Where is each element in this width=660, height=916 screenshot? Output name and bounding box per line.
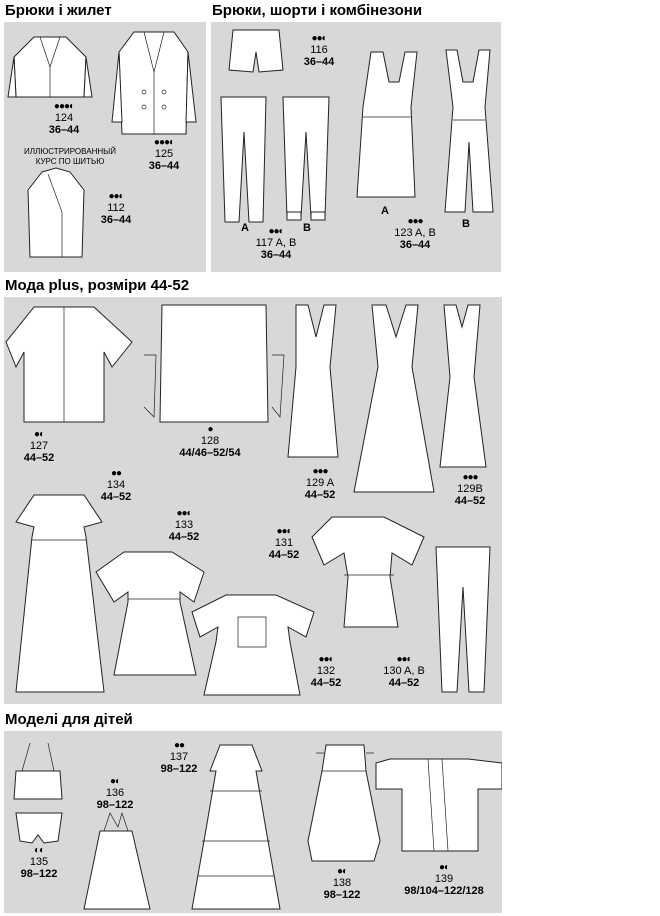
size-range: 36–44 (260, 249, 292, 261)
model-number: 129B (457, 483, 483, 495)
dress-138-sketch (308, 745, 380, 861)
label-128 (179, 425, 240, 459)
model-number: 137 (169, 751, 189, 763)
size-range: 36–44 (148, 160, 180, 172)
dress-129b-back-sketch (440, 305, 486, 467)
size-range: 44–52 (268, 549, 300, 561)
label-130 (383, 655, 425, 689)
size-range: 98–122 (323, 889, 361, 901)
model-number: 139 (434, 873, 454, 885)
difficulty-dots: ●●◐ (318, 654, 334, 665)
model-number: 132 (316, 665, 336, 677)
jumpsuit-123a-sketch (357, 52, 417, 197)
dress-134-sketch (16, 495, 104, 692)
model-number: 130 A, B (383, 665, 425, 677)
difficulty-dots: ●●◐ (276, 526, 292, 537)
variant-a-letter: A (241, 222, 249, 234)
shorts-116-sketch (229, 30, 283, 72)
panel-kids (4, 731, 502, 913)
size-range: 44–52 (454, 495, 486, 507)
jumpsuit-123b-sketch (445, 50, 493, 212)
difficulty-dots: ●◐ (336, 866, 348, 877)
size-range: 44–52 (168, 531, 200, 543)
label-132 (311, 655, 342, 689)
dress-136-sketch (84, 813, 150, 909)
section-title-kids: Моделі для дітей (5, 711, 133, 728)
model-number: 116 (310, 44, 328, 56)
dress-137-sketch (192, 745, 280, 909)
label-137 (161, 741, 198, 775)
label-112 (101, 192, 132, 226)
section-title-pants-vest: Брюки і жилет (5, 2, 112, 19)
panel-pants-shorts-drawings (211, 22, 501, 272)
model-number: 135 (29, 856, 49, 868)
variant-b-letter: B (303, 222, 311, 234)
size-range: 98–122 (20, 868, 58, 880)
jacket-125-sketch (112, 32, 196, 134)
size-range: 44–52 (388, 677, 420, 689)
label-133 (169, 509, 200, 543)
size-range: 36–44 (303, 56, 335, 68)
dress-129a-sketch (288, 305, 338, 457)
label-129a (305, 467, 336, 501)
difficulty-dots: ●◐ (33, 429, 45, 440)
size-range: 98–122 (160, 763, 198, 775)
vest-112-sketch (28, 168, 84, 257)
label-123 (394, 217, 436, 251)
label-117 (256, 227, 297, 261)
variant-a-letter: A (381, 205, 389, 217)
size-range: 44–52 (100, 491, 132, 503)
difficulty-dots: ●●●◐ (53, 101, 75, 112)
size-range: 36–44 (100, 214, 132, 226)
size-range: 98–122 (96, 799, 134, 811)
difficulty-dots: ●●◐ (268, 226, 284, 237)
model-number: 127 (29, 440, 49, 452)
tunic-131-sketch (312, 517, 424, 627)
difficulty-dots: ●◐ (109, 776, 121, 787)
difficulty-dots: ●◐ (438, 862, 450, 873)
difficulty-dots: ●●◐ (108, 191, 124, 202)
section-title-pants-shorts: Брюки, шорти і комбінезони (212, 2, 423, 19)
size-range: 44/46–52/54 (179, 447, 241, 459)
panel-plus-drawings (4, 297, 502, 704)
pants-117a-sketch (221, 97, 266, 222)
label-129b (455, 473, 486, 507)
model-number: 123 A, B (394, 227, 436, 239)
size-range: 44–52 (304, 489, 336, 501)
difficulty-dots: ● (207, 424, 213, 435)
difficulty-dots: ●●◐ (396, 654, 412, 665)
section-title-plus: Мода plus, розміри 44-52 (5, 277, 190, 294)
difficulty-dots: ●●● (312, 466, 328, 477)
model-number: 138 (332, 877, 352, 889)
jacket-124-sketch (8, 37, 92, 97)
label-134 (101, 469, 132, 503)
model-number: 134 (106, 479, 126, 491)
difficulty-dots: ●●● (462, 472, 478, 483)
model-number: 136 (105, 787, 125, 799)
label-136 (97, 777, 134, 811)
difficulty-dots: ●● (173, 740, 185, 751)
label-124 (49, 102, 80, 136)
label-127 (24, 430, 55, 464)
size-range: 98/104–122/128 (404, 885, 484, 897)
difficulty-dots: ●●●◐ (153, 137, 175, 148)
model-number: 131 (274, 537, 294, 549)
label-125 (149, 138, 180, 172)
label-135 (21, 846, 58, 880)
sewing-course-note: ИЛЛЮСТРИРОВАННЫЙ КУРС ПО ШИТЬЮ (24, 147, 116, 166)
pants-117b-sketch (283, 97, 329, 220)
model-number: 129 A (305, 477, 335, 489)
difficulty-dots: ◐◐ (33, 845, 45, 856)
variant-b-letter: B (462, 218, 470, 230)
dress-129b-sketch (354, 305, 434, 492)
kaftan-127-sketch (6, 307, 132, 422)
panel-pants-shorts (211, 22, 501, 272)
label-138 (324, 867, 361, 901)
model-number: 112 (107, 202, 125, 214)
difficulty-dots: ●●● (407, 216, 423, 227)
size-range: 36–44 (48, 124, 80, 136)
model-number: 133 (174, 519, 194, 531)
difficulty-dots: ●●◐ (311, 33, 327, 44)
label-139 (404, 863, 484, 897)
dress-133-sketch (96, 552, 204, 675)
top-132-sketch (192, 595, 314, 695)
model-number: 125 (154, 148, 174, 160)
difficulty-dots: ●● (110, 468, 122, 479)
poncho-128-sketch (144, 305, 284, 422)
swimsuit-135-sketch (14, 743, 62, 843)
jacket-139-sketch (376, 759, 502, 851)
label-116 (304, 34, 335, 68)
panel-pants-vest (4, 22, 206, 272)
size-range: 44–52 (310, 677, 342, 689)
difficulty-dots: ●●◐ (176, 508, 192, 519)
size-range: 36–44 (399, 239, 431, 251)
model-number: 117 A, B (255, 237, 297, 249)
panel-plus (4, 297, 502, 704)
model-number: 124 (54, 112, 74, 124)
size-range: 44–52 (23, 452, 55, 464)
pants-130-sketch (436, 547, 490, 692)
model-number: 128 (200, 435, 220, 447)
label-131 (269, 527, 300, 561)
